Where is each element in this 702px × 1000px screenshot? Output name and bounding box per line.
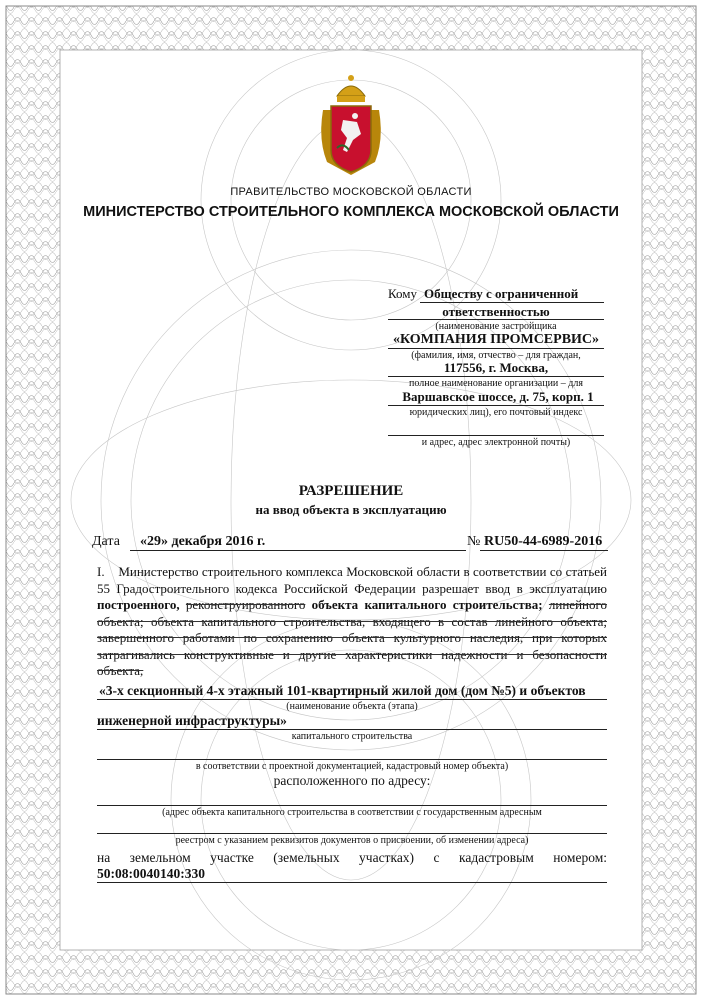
cadastral-number: 50:08:0040140:330: [97, 866, 205, 881]
struck-options: линейного объекта; объекта капитального строительства, входящего в состав линейного объекта; завершенного работами по сохранению объекта культурного наследия, при которых затрагивались конструктивные и другие характеристики надежности и безопасности объекта,: [97, 597, 607, 678]
date-label: Дата: [92, 534, 120, 549]
project-doc-hint: в соответствии с проектной документацией, кадастровый номер объекта): [195, 761, 509, 772]
ministry-permits-text: Министерство строительного комплекса Московской области в соответствии со статьей 55 Градостроительного кодекса Российской Федерации разрешает ввод в эксплуатацию: [97, 564, 607, 596]
body-paragraph: [97, 564, 607, 680]
address-hint1: (адрес объекта капитального строительства в соответствии с государственным адресным: [162, 807, 542, 818]
recipient-line1: Обществу с ограниченной: [424, 286, 579, 301]
capital-construction-hint: капитального строительства: [291, 731, 413, 742]
recipient-komu-label: Кому: [388, 286, 418, 301]
recipient-postal: 117556, г. Москва,: [443, 360, 549, 375]
built-option: построенного,: [97, 597, 180, 612]
recipient-company: «КОМПАНИЯ ПРОМСЕРВИС»: [392, 332, 600, 347]
document-title: РАЗРЕШЕНИЕ: [298, 483, 404, 499]
recipient-hint1: (наименование застройщика: [435, 321, 557, 332]
located-at-label: расположенного по адресу:: [273, 773, 431, 788]
object-name-hint: (наименование объекта (этапа): [286, 701, 418, 712]
recipient-hint4: юридических лиц), его почтовый индекс: [409, 407, 583, 418]
land-plot-label: на земельном участке (земельных участках) с кадастровым номером:: [97, 850, 607, 865]
number-label: №: [467, 534, 481, 549]
object-name-line1: «3-х секционный 4-х этажный 101-квартирный жилой дом (дом №5) и объектов: [99, 683, 586, 698]
date-value: «29» декабря 2016 г.: [140, 534, 266, 549]
permit-number: RU50-44-6989-2016: [484, 534, 603, 549]
ministry-name: МИНИСТЕРСТВО СТРОИТЕЛЬНОГО КОМПЛЕКСА МОСКОВСКОЙ ОБЛАСТИ: [83, 204, 619, 220]
recipient-hint2: (фамилия, имя, отчество – для граждан,: [411, 350, 581, 361]
recipient-hint5: и адрес, адрес электронной почты): [421, 437, 571, 448]
object-name-line2: инженерной инфраструктуры»: [97, 713, 287, 728]
section-number: I.: [97, 564, 105, 579]
recipient-address: Варшавское шоссе, д. 75, корп. 1: [402, 389, 594, 404]
recipient-hint3: полное наименование организации – для: [409, 378, 583, 389]
reconstructed-option: реконструированного: [185, 597, 306, 612]
address-hint2: реестром с указанием реквизитов документов о присвоении, об изменении адреса): [175, 835, 529, 846]
document-subtitle: на ввод объекта в эксплуатацию: [255, 502, 447, 517]
government-name: ПРАВИТЕЛЬСТВО МОСКОВСКОЙ ОБЛАСТИ: [230, 186, 472, 198]
capital-object-option: объекта капитального строительства;: [311, 597, 543, 612]
recipient-line2: ответственностью: [442, 304, 550, 319]
